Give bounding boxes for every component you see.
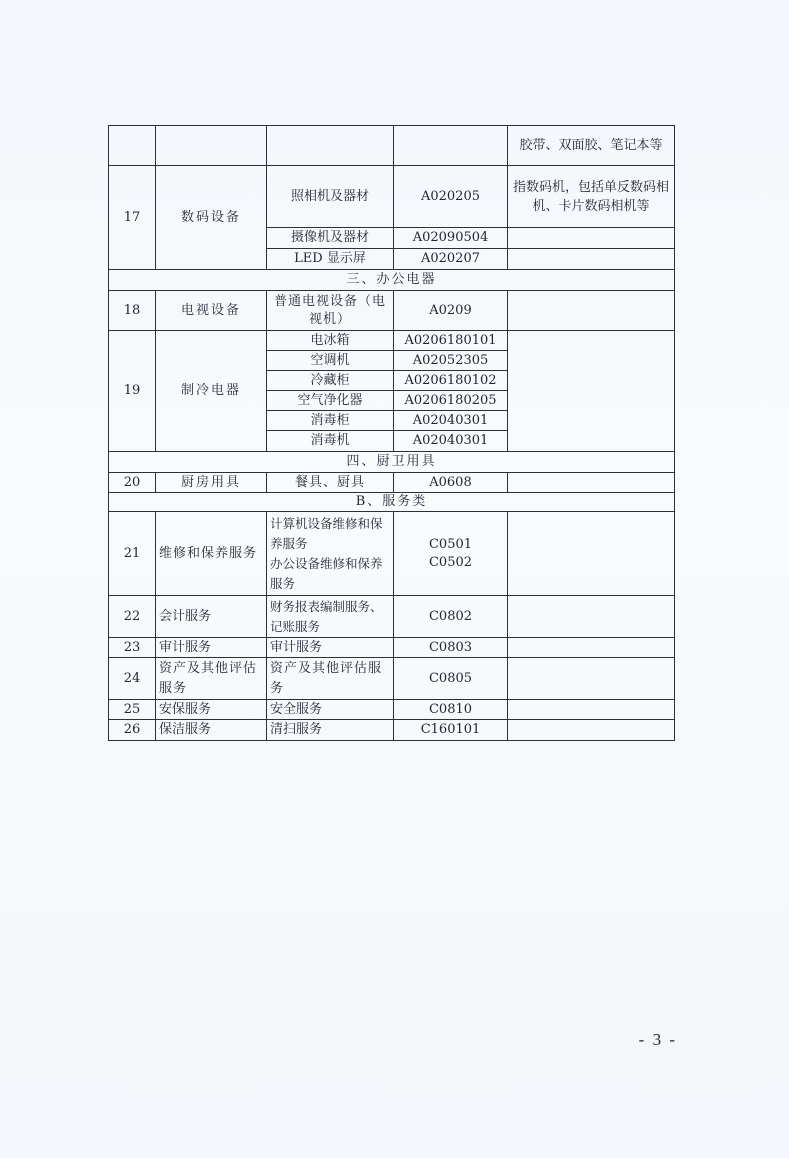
note-cell bbox=[508, 596, 675, 638]
note-cell bbox=[508, 473, 675, 493]
table-row bbox=[109, 720, 675, 741]
item-name-cell: 电冰箱 bbox=[267, 331, 394, 351]
note-cell bbox=[508, 249, 675, 270]
table-row bbox=[109, 473, 675, 493]
note-cell: 指数码机，包括单反数码相机、卡片数码相机等 bbox=[508, 166, 675, 228]
item-name-cell: 餐具、厨具 bbox=[267, 473, 394, 493]
category-cell: 会计服务 bbox=[156, 596, 267, 638]
item-name-line: 办公设备维修和保养服务 bbox=[270, 555, 383, 591]
procurement-catalog-table bbox=[108, 125, 675, 741]
item-name-cell: 安全服务 bbox=[267, 700, 394, 720]
item-name-cell: 审计服务 bbox=[267, 638, 394, 658]
code-line: C0501 bbox=[428, 536, 473, 552]
note-cell bbox=[508, 720, 675, 741]
code-cell: C0810 bbox=[394, 700, 508, 720]
item-name-cell: 消毒机 bbox=[267, 431, 394, 452]
table-row bbox=[109, 331, 675, 351]
section-heading: 四、厨卫用具 bbox=[109, 452, 675, 473]
code-cell: A0206180101 bbox=[394, 331, 508, 351]
code-cell bbox=[394, 512, 508, 596]
note-cell bbox=[508, 658, 675, 700]
table-row bbox=[109, 166, 675, 228]
category-cell: 保洁服务 bbox=[156, 720, 267, 741]
code-cell: C160101 bbox=[394, 720, 508, 741]
item-name-cell: 财务报表编制服务、记账服务 bbox=[267, 596, 394, 638]
category-cell: 维修和保养服务 bbox=[156, 512, 267, 596]
category-cell bbox=[156, 126, 267, 166]
code-cell: A0206180205 bbox=[394, 391, 508, 411]
row-number-cell: 18 bbox=[109, 291, 156, 331]
note-cell bbox=[508, 700, 675, 720]
section-heading: B、服务类 bbox=[109, 493, 675, 512]
code-line: C0502 bbox=[428, 554, 473, 570]
note-cell: 胶带、双面胶、笔记本等 bbox=[508, 126, 675, 166]
code-cell: C0803 bbox=[394, 638, 508, 658]
note-cell bbox=[508, 512, 675, 596]
row-number-cell: 24 bbox=[109, 658, 156, 700]
table-row bbox=[109, 291, 675, 331]
code-cell: A02040301 bbox=[394, 431, 508, 452]
category-cell: 安保服务 bbox=[156, 700, 267, 720]
item-name-cell: 摄像机及器材 bbox=[267, 228, 394, 249]
category-cell: 审计服务 bbox=[156, 638, 267, 658]
code-cell: A02090504 bbox=[394, 228, 508, 249]
code-cell: A02040301 bbox=[394, 411, 508, 431]
code-cell: C0802 bbox=[394, 596, 508, 638]
note-cell bbox=[508, 228, 675, 249]
item-name-cell: LED 显示屏 bbox=[267, 249, 394, 270]
item-name-cell: 资产及其他评估服务 bbox=[267, 658, 394, 700]
table-row bbox=[109, 638, 675, 658]
category-cell: 厨房用具 bbox=[156, 473, 267, 493]
table-row bbox=[109, 700, 675, 720]
code-cell: C0805 bbox=[394, 658, 508, 700]
note-cell bbox=[508, 291, 675, 331]
code-cell: A020207 bbox=[394, 249, 508, 270]
code-cell: A0608 bbox=[394, 473, 508, 493]
note-cell bbox=[508, 331, 675, 452]
item-name-cell: 照相机及器材 bbox=[267, 166, 394, 228]
item-name-cell: 空调机 bbox=[267, 351, 394, 371]
category-cell: 资产及其他评估服务 bbox=[156, 658, 267, 700]
code-cell: A020205 bbox=[394, 166, 508, 228]
item-name-cell: 冷藏柜 bbox=[267, 371, 394, 391]
section-heading: 三、办公电器 bbox=[109, 270, 675, 291]
row-number-cell: 23 bbox=[109, 638, 156, 658]
table-row bbox=[109, 596, 675, 638]
category-cell: 数码设备 bbox=[156, 166, 267, 270]
item-name-line: 计算机设备维修和保养服务 bbox=[270, 515, 383, 551]
note-cell bbox=[508, 638, 675, 658]
table-row bbox=[109, 658, 675, 700]
row-number-cell: 26 bbox=[109, 720, 156, 741]
category-cell: 电视设备 bbox=[156, 291, 267, 331]
section-header-row bbox=[109, 270, 675, 291]
row-number-cell bbox=[109, 126, 156, 166]
row-number-cell: 21 bbox=[109, 512, 156, 596]
page-number: - 3 - bbox=[638, 1030, 677, 1049]
section-header-row bbox=[109, 493, 675, 512]
code-cell: A02052305 bbox=[394, 351, 508, 371]
row-number-cell: 25 bbox=[109, 700, 156, 720]
row-number-cell: 17 bbox=[109, 166, 156, 270]
item-name-cell: 消毒柜 bbox=[267, 411, 394, 431]
category-cell: 制冷电器 bbox=[156, 331, 267, 452]
item-name-cell bbox=[267, 512, 394, 596]
section-header-row bbox=[109, 452, 675, 473]
code-cell: A0206180102 bbox=[394, 371, 508, 391]
item-name-cell bbox=[267, 126, 394, 166]
code-cell: A0209 bbox=[394, 291, 508, 331]
table-row bbox=[109, 126, 675, 166]
item-name-cell: 清扫服务 bbox=[267, 720, 394, 741]
row-number-cell: 20 bbox=[109, 473, 156, 493]
item-name-cell: 空气净化器 bbox=[267, 391, 394, 411]
row-number-cell: 19 bbox=[109, 331, 156, 452]
code-cell bbox=[394, 126, 508, 166]
row-number-cell: 22 bbox=[109, 596, 156, 638]
item-name-cell: 普通电视设备（电视机） bbox=[267, 291, 394, 331]
table-row bbox=[109, 512, 675, 596]
